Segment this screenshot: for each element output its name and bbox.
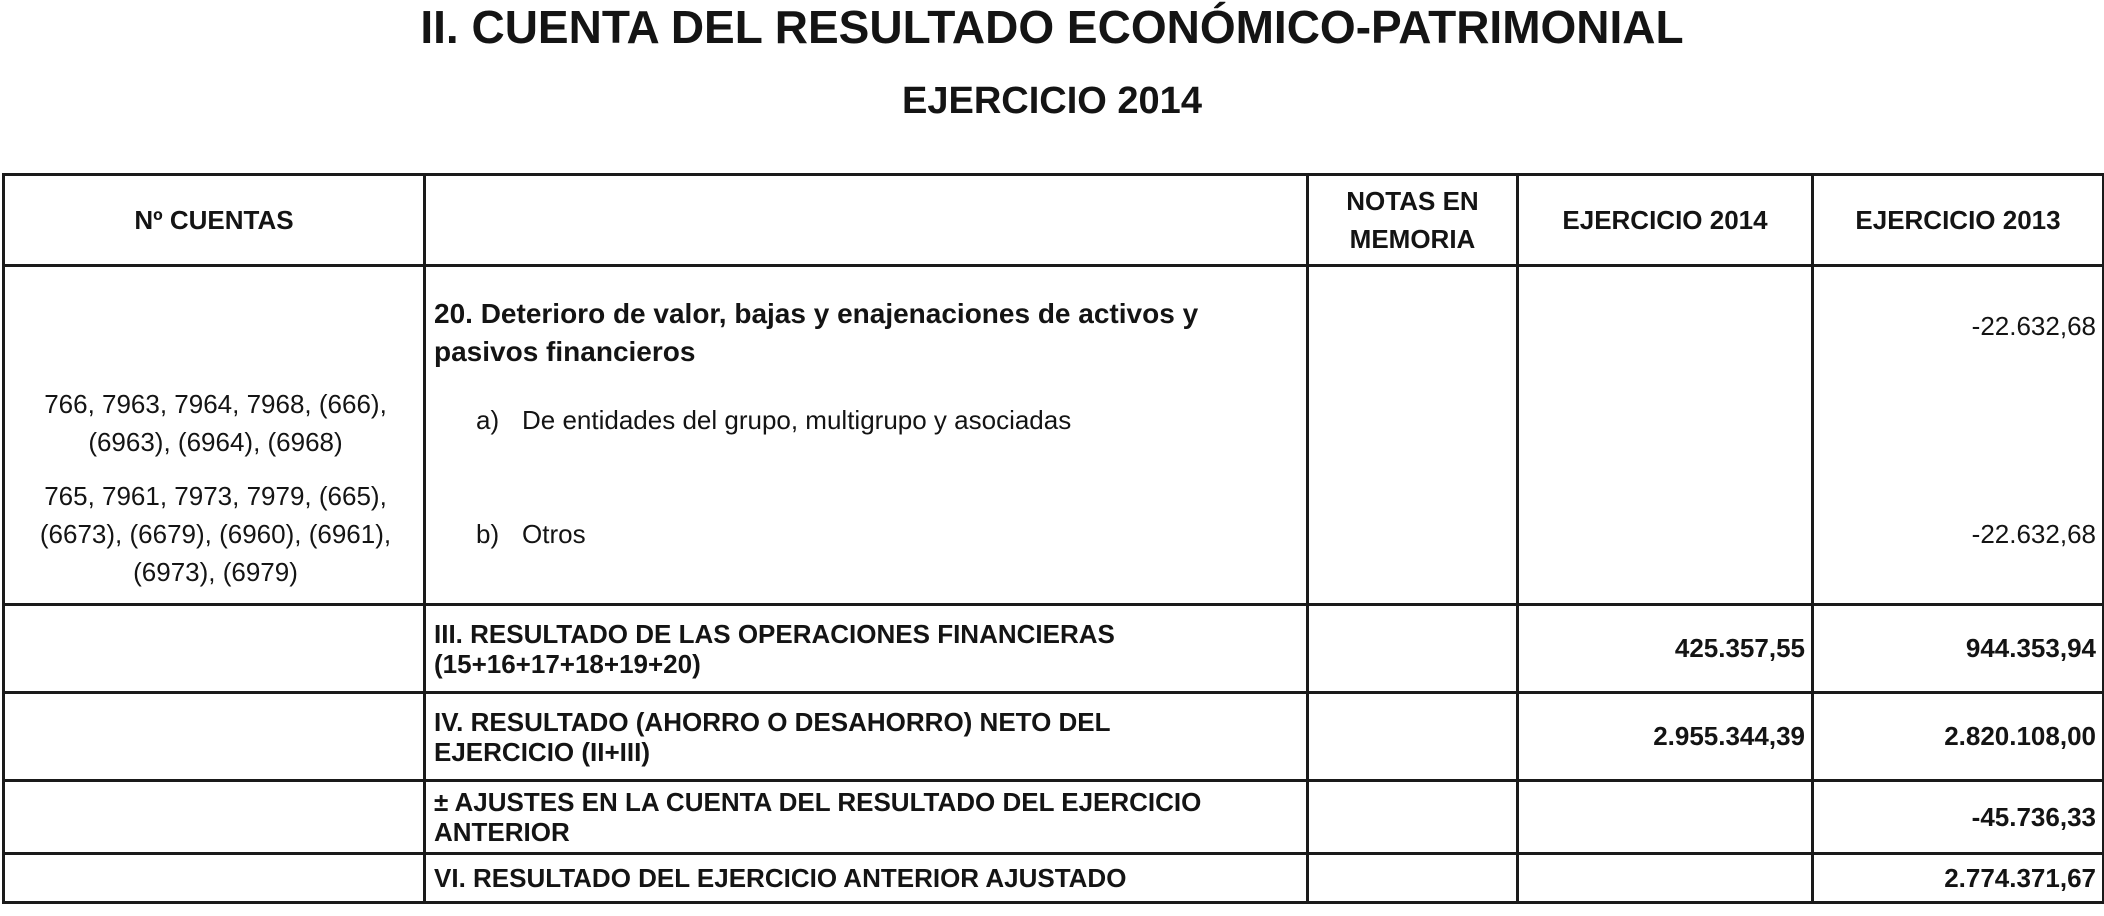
item-a-label: De entidades del grupo, multigrupo y asociadas (522, 405, 1072, 435)
cell-descripcion-section20 (425, 266, 1308, 605)
section-20-value-2013: -22.632,68 (1971, 311, 2096, 341)
page-title: II. CUENTA DEL RESULTADO ECONÓMICO-PATRIMONIAL (420, 1, 1684, 53)
row-notas-cell (1308, 605, 1518, 693)
row-value-2013: 2.774.371,67 (1813, 854, 2104, 903)
row-description-line1: VI. RESULTADO DEL EJERCICIO ANTERIOR AJUSTADO (434, 863, 1127, 893)
cuentas-item-b (5, 477, 426, 591)
item-b (476, 515, 586, 553)
row-value-2014: 2.955.344,39 (1518, 693, 1813, 781)
row-value-2014 (1518, 854, 1813, 903)
item-b-label: Otros (522, 519, 586, 549)
item-b-value-2013: -22.632,68 (1971, 519, 2096, 549)
cuentas-item-b-line1: 765, 7961, 7973, 7979, (665), (44, 481, 387, 511)
cuentas-item-a-line2: (6963), (6964), (6968) (88, 427, 343, 457)
table-row-section-20 (4, 266, 2104, 605)
cell-ej2013-section20 (1813, 266, 2104, 605)
row-notas-cell (1308, 854, 1518, 903)
row-description (425, 854, 1308, 903)
cell-cuentas-section20 (4, 266, 425, 605)
row-description (425, 781, 1308, 854)
row-description (425, 605, 1308, 693)
header-cuentas: Nº CUENTAS (4, 175, 425, 266)
row-notas-cell (1308, 781, 1518, 854)
row-description-line1: III. RESULTADO DE LAS OPERACIONES FINANCIERAS (434, 618, 1115, 649)
page-subtitle: EJERCICIO 2014 (902, 80, 1202, 122)
table-row (4, 605, 2104, 693)
row-value-2013: 944.353,94 (1813, 605, 2104, 693)
header-notas-line1: NOTAS EN (1346, 186, 1479, 216)
section-20-heading: 20. Deterioro de valor, bajas y enajenaciones de activos y pasivos financieros (434, 298, 1199, 367)
row-notas-cell (1308, 693, 1518, 781)
item-a-marker: a) (476, 405, 500, 435)
header-ejercicio-2013: EJERCICIO 2013 (1813, 175, 2104, 266)
row-cuentas-cell (4, 854, 425, 903)
row-value-2013: -45.736,33 (1813, 781, 2104, 854)
cuentas-item-a-line1: 766, 7963, 7964, 7968, (666), (44, 389, 387, 419)
table-row (4, 781, 2104, 854)
row-description-line1: IV. RESULTADO (AHORRO O DESAHORRO) NETO DEL (434, 706, 1111, 737)
header-ejercicio-2014: EJERCICIO 2014 (1518, 175, 1813, 266)
row-cuentas-cell (4, 605, 425, 693)
cuentas-item-a (5, 385, 426, 461)
row-description (425, 693, 1308, 781)
table-header-row (4, 175, 2104, 266)
header-notas (1308, 175, 1518, 266)
header-notas-line2: MEMORIA (1349, 224, 1476, 254)
table-row (4, 693, 2104, 781)
row-cuentas-cell (4, 781, 425, 854)
header-descripcion (425, 175, 1308, 266)
row-description-line2: ANTERIOR (434, 817, 570, 847)
row-description-line1: ± AJUSTES EN LA CUENTA DEL RESULTADO DEL EJERCICIO (434, 787, 1202, 817)
row-description-line2: (15+16+17+18+19+20) (434, 648, 701, 679)
table-row (4, 854, 2104, 903)
row-value-2014: 425.357,55 (1518, 605, 1813, 693)
row-value-2014 (1518, 781, 1813, 854)
item-b-marker: b) (476, 519, 500, 549)
cuentas-item-b-line3: (6973), (6979) (133, 557, 298, 587)
cell-notas-section20 (1308, 266, 1518, 605)
row-value-2013: 2.820.108,00 (1813, 693, 2104, 781)
result-table (2, 173, 2104, 904)
item-a (476, 401, 1071, 439)
cell-ej2014-section20 (1518, 266, 1813, 605)
row-description-line2: EJERCICIO (II+III) (434, 736, 650, 767)
row-cuentas-cell (4, 693, 425, 781)
cuentas-item-b-line2: (6673), (6679), (6960), (6961), (39, 519, 392, 549)
